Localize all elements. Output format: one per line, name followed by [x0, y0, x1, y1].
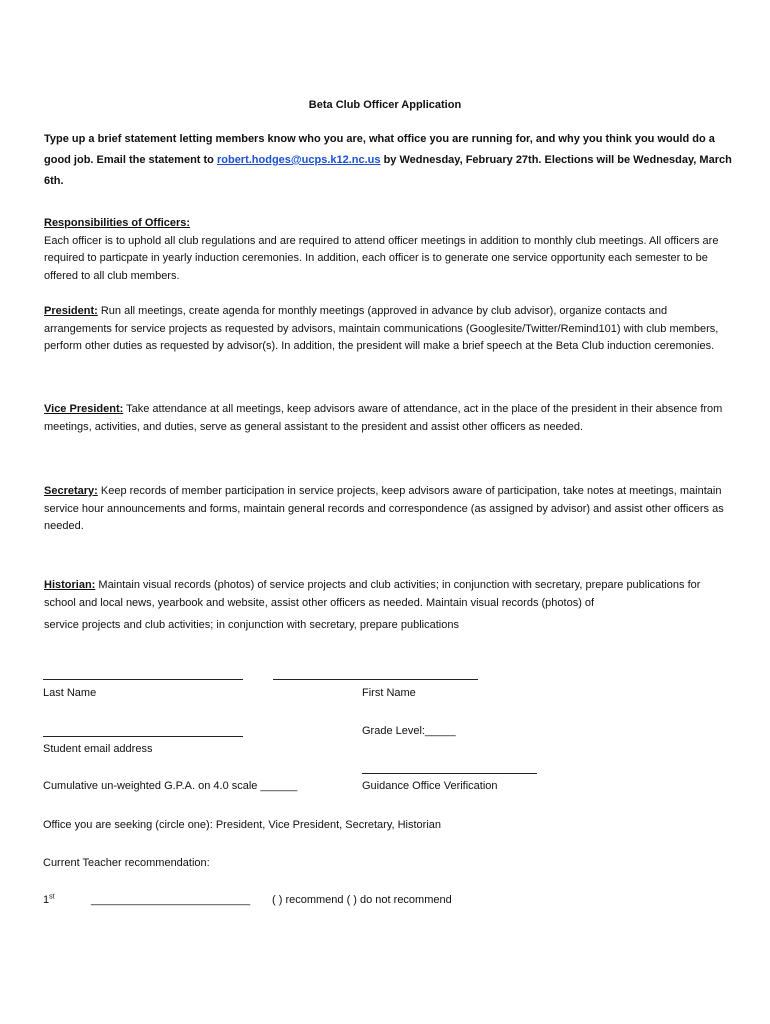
president-section — [44, 303, 734, 356]
gpa-field[interactable]: Cumulative un-weighted G.P.A. on 4.0 scale ______ — [43, 780, 298, 792]
president-text: Run all meetings, create agenda for monthly meetings (approved in advance by club advisor), organize contacts and arrangements for service projects as requested by advisors, maintain communications (Googlesite/Twitter/Remind101) with club members, perform other duties as requested by advisor(s). In addition, the president will make a brief speech at the Beta Club induction ceremonies. — [44, 305, 719, 352]
recommend-options[interactable]: ( ) recommend ( ) do not recommend — [272, 894, 452, 906]
email-link[interactable]: robert.hodges@ucps.k12.nc.us — [216, 154, 381, 166]
intro-statement — [44, 129, 734, 192]
guidance-line[interactable] — [362, 773, 537, 774]
last-name-label: Last Name — [43, 687, 97, 699]
president-heading: President: — [44, 305, 98, 317]
secretary-heading: Secretary: — [44, 485, 98, 497]
student-email-label: Student email address — [43, 743, 153, 755]
secretary-section — [44, 483, 734, 536]
historian-heading: Historian: — [44, 579, 96, 591]
vice-president-heading: Vice President: — [44, 403, 124, 415]
page-title: Beta Club Officer Application — [308, 99, 462, 111]
student-email-line[interactable] — [43, 736, 243, 737]
vice-president-text: Take attendance at all meetings, keep advisors aware of attendance, act in the place of the president in their absence from meetings, activities, and duties, serve as general assistant to the president and assist other officers as needed. — [44, 403, 723, 433]
responsibilities-text: Each officer is to uphold all club regulations and are required to attend officer meetings in addition to monthly club meetings. All officers are required to particpate in yearly induction ceremonies. In addition, each officer is to generate one service opportunity each semester to be offered to all club members. — [44, 234, 719, 282]
historian-section — [44, 577, 734, 612]
rec-suffix: st — [49, 893, 55, 901]
intro-text-before: Type up a brief statement letting members know who you are, what office you are running for, and why you think you would do a good job. Email the statement to — [44, 133, 715, 166]
historian-continued: service projects and club activities; in conjunction with secretary, prepare publications — [44, 619, 459, 631]
grade-level-field[interactable]: Grade Level:_____ — [362, 725, 456, 737]
guidance-label: Guidance Office Verification — [362, 780, 498, 792]
first-name-label: First Name — [362, 687, 416, 699]
vice-president-section — [44, 401, 734, 436]
office-seeking: Office you are seeking (circle one): President, Vice President, Secretary, Historian — [43, 819, 442, 831]
responsibilities-section — [44, 215, 734, 285]
rec-number: 1 — [43, 894, 50, 906]
teacher-name-field[interactable]: __________________________ — [91, 894, 251, 906]
secretary-text: Keep records of member participation in service projects, keep advisors aware of participation, take notes at meetings, maintain service hour announcements and forms, maintain general records and correspondence (as assigned by advisor) and assist other officers as needed. — [44, 485, 724, 532]
historian-text-1: Maintain visual records (photos) of service projects and club activities; in conjunction with secretary, prepare publications for school and local news, yearbook and website, assist other officers as needed. Maintain visual records (photos) of — [44, 579, 701, 609]
recommendation-ordinal — [43, 892, 55, 910]
last-name-line[interactable] — [43, 679, 243, 680]
responsibilities-heading: Responsibilities of Officers: — [44, 217, 191, 229]
first-name-line[interactable] — [273, 679, 478, 680]
intro-text-after: by Wednesday, February 27th. Elections will be Wednesday, March 6th. — [44, 154, 732, 187]
teacher-recommendation-label: Current Teacher recommendation: — [43, 857, 210, 869]
